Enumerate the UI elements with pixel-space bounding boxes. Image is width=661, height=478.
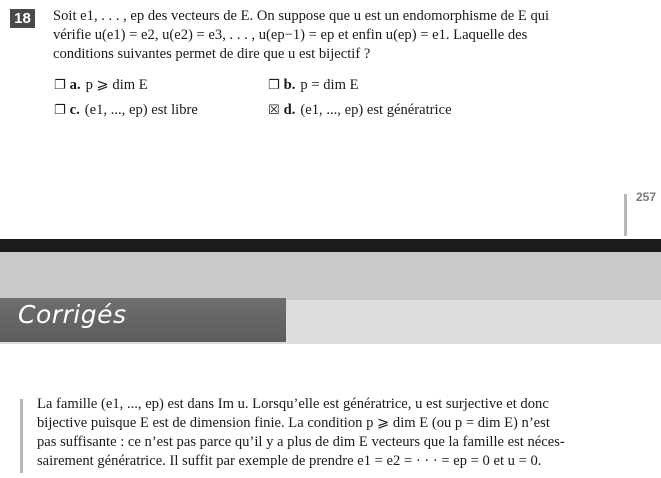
option-text: p = dim E xyxy=(300,77,359,93)
answer-line-1: La famille (e1, ..., ep) est dans Im u. Lorsqu’elle est génératrice, u est surjective et donc xyxy=(37,396,549,412)
page-number-rule xyxy=(624,194,627,236)
checkbox-icon[interactable]: ❐ xyxy=(54,78,66,93)
answer-rule xyxy=(20,399,23,473)
option-text: (e1, ..., ep) est libre xyxy=(84,102,198,118)
answer-line-4: sairement génératrice. Il suffit par exemple de prendre e1 = e2 = · · · = ep = 0 et u = 0. xyxy=(37,453,542,469)
option-label: c. xyxy=(69,102,80,118)
answer-line-2: bijective puisque E est de dimension finie. La condition p ⩾ dim E (ou p = dim E) n’est xyxy=(37,415,550,431)
question-line-1: Soit e1, . . . , ep des vecteurs de E. On suppose que u est un endomorphisme de E qui xyxy=(53,8,550,24)
option-label: d. xyxy=(283,102,296,118)
answer-text xyxy=(37,395,633,471)
option-b[interactable] xyxy=(268,76,359,95)
question-line-3: conditions suivantes permet de dire que u est bijectif ? xyxy=(53,46,371,62)
option-a[interactable] xyxy=(54,76,148,95)
question-line-2: vérifie u(e1) = e2, u(e2) = e3, . . . , u(ep−1) = ep et enfin u(ep) = e1. Laquelle des xyxy=(53,27,528,43)
option-label: b. xyxy=(283,77,296,93)
section-divider-band xyxy=(0,239,661,252)
option-c[interactable] xyxy=(54,101,198,120)
checkbox-icon[interactable]: ❐ xyxy=(268,78,280,93)
answer-line-3: pas suffisante : ce n’est pas parce qu’il y a plus de dim E vecteurs que la famille est néces- xyxy=(37,434,565,450)
page-number: 257 xyxy=(636,190,657,204)
question-text xyxy=(53,7,629,64)
option-text: p ⩾ dim E xyxy=(85,77,148,93)
checked-checkbox-icon[interactable]: ☒ xyxy=(268,103,280,118)
checkbox-icon[interactable]: ❐ xyxy=(54,103,66,118)
option-text: (e1, ..., ep) est génératrice xyxy=(300,102,452,118)
section-header-background xyxy=(0,252,661,300)
question-number: 18 xyxy=(10,9,35,28)
option-label: a. xyxy=(69,77,81,93)
section-title: Corrigés xyxy=(18,300,127,329)
option-d[interactable] xyxy=(268,101,452,120)
